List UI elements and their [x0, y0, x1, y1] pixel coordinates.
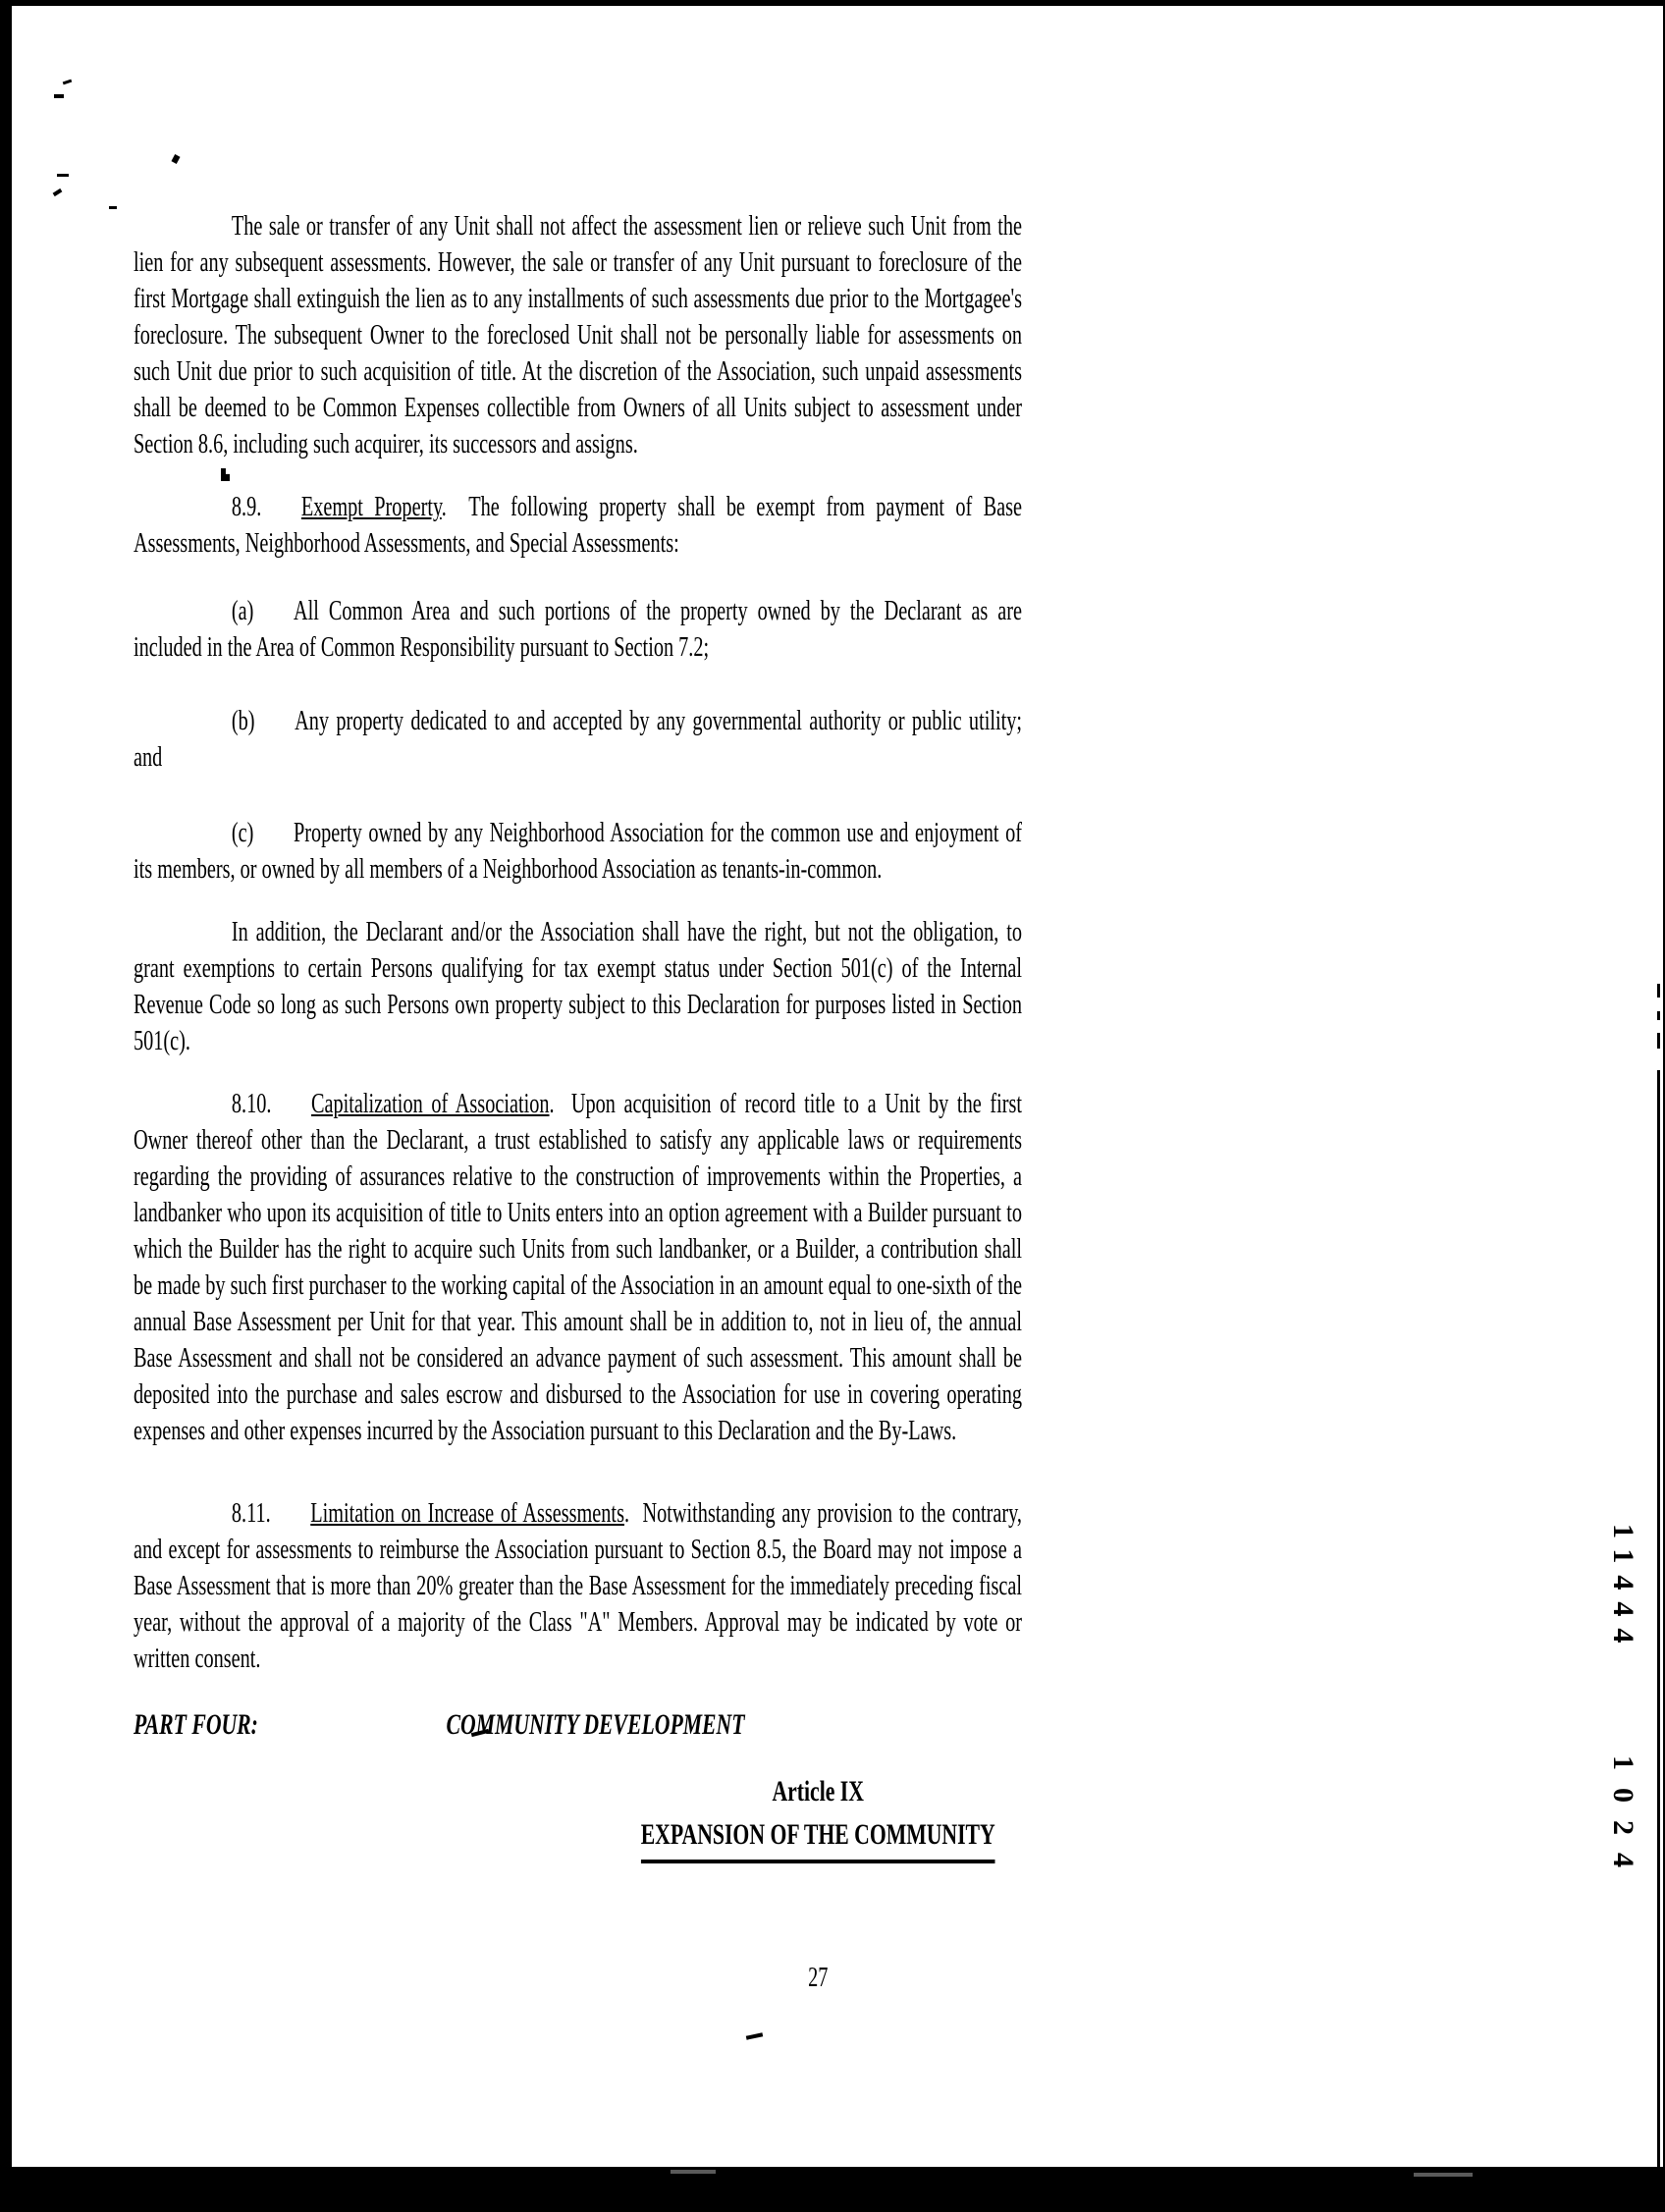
part-label: PART FOUR:: [134, 1708, 258, 1741]
section-title-period: .: [441, 492, 447, 522]
section-body: The following property shall be exempt from payment of Base Assessments, Neighborhood Assessments, and Special Assessments:: [134, 492, 1023, 559]
scan-artifact: [1414, 2173, 1473, 2177]
scan-speck: [171, 154, 180, 164]
item-text: Any property dedicated to and accepted by any governmental authority or public utility; and: [134, 706, 1022, 773]
part-title: COMMUNITY DEVELOPMENT: [446, 1708, 745, 1741]
article-number: Article IX: [772, 1775, 864, 1807]
section-title-period: .: [549, 1089, 555, 1119]
margin-stamp-number-2: 1024: [1607, 1755, 1639, 1885]
section-body: Upon acquisition of record title to a Unit by the first Owner thereof other than the Declarant, a trust established to satisfy any applicable laws or requirements regarding the providing of assurances relative to the construction of improvements within the Properties, a landbanker who upon its acquisition of title to Units enters into an option agreement with a Builder pursuant to which the Builder has the right to acquire such Units from such landbanker, or a Builder, a contribution shall be made by such first purchaser to the working capital of the Association in an amount equal to one-sixth of the annual Base Assessment per Unit for that year. This amount shall be in addition to, not in lieu of, the annual Base Assessment and shall not be considered an advance payment of such assessment. This amount shall be deposited into the purchase and sales escrow and disbursed to the Association for use in covering operating expenses and other expenses incurred by the Association pursuant to this Declaration and the By-Laws.: [134, 1089, 1022, 1446]
section-8-9: [134, 489, 1022, 562]
scan-speck: [746, 2032, 763, 2039]
margin-stamp-number-1: 11444: [1607, 1524, 1639, 1655]
article-heading: [134, 1770, 1502, 1863]
section-number: 8.11.: [231, 1498, 271, 1529]
addition-paragraph: In addition, the Declarant and/or the Association shall have the right, but not the obligation, to grant exemptions to certain Persons qualifying for tax exempt status under Section 501(c) of the Internal Revenue Code so long as such Persons own property subject to this Declaration for purposes listed in Section 501(c).: [134, 917, 1022, 1056]
item-text: Property owned by any Neighborhood Association for the common use and enjoyment of its members, or owned by all members of a Neighborhood Association as tenants-in-common.: [134, 818, 1022, 885]
scan-line-right-dash: [1657, 984, 1660, 998]
scan-line-right-dash: [1657, 1033, 1660, 1049]
scan-speck: [53, 189, 63, 196]
scan-line-right: [1657, 1070, 1660, 2167]
section-number: 8.10.: [231, 1089, 272, 1119]
item-marker: (b): [231, 706, 255, 736]
exempt-item-b: [134, 703, 1022, 776]
scan-artifact: [671, 2170, 716, 2174]
item-marker: (a): [231, 596, 254, 626]
section-number: 8.9.: [231, 492, 262, 522]
intro-paragraph: The sale or transfer of any Unit shall not affect the assessment lien or relieve such Unit from the lien for any subsequent assessments. However, the sale or transfer of any Unit pursuant to foreclosure of the first Mortgage shall extinguish the lien as to any installments of such assessments due prior to the Mortgagee's foreclosure. The subsequent Owner to the foreclosed Unit shall not be personally liable for assessments on such Unit due prior to such acquisition of title. At the discretion of the Association, such unpaid assessments shall be deemed to be Common Expenses collectible from Owners of all Units subject to assessment under Section 8.6, including such acquirer, its successors and assigns.: [134, 211, 1022, 459]
article-title: EXPANSION OF THE COMMUNITY: [641, 1813, 995, 1863]
section-8-11: [134, 1495, 1022, 1677]
part-four-heading: [134, 1706, 1022, 1743]
document-body: [134, 208, 1022, 1996]
exempt-item-c: [134, 815, 1022, 888]
section-title: Limitation on Increase of Assessments: [310, 1498, 624, 1529]
scan-border-left: [0, 0, 12, 2212]
section-title-period: .: [623, 1498, 630, 1529]
section-title: Capitalization of Association: [311, 1089, 550, 1119]
scan-border-top: [0, 0, 1665, 6]
page-number: 27: [808, 1963, 829, 1993]
section-body: Notwithstanding any provision to the contrary, and except for assessments to reimburse the Association pursuant to Section 8.5, the Board may not impose a Base Assessment that is more than 20% greater than the Base Assessment for the immediately preceding fiscal year, without the approval of a majority of the Class "A" Members. Approval may be indicated by vote or written consent.: [134, 1498, 1022, 1674]
exempt-item-a: [134, 593, 1022, 666]
scan-speck: [109, 206, 117, 209]
page-number-row: [134, 1960, 1502, 1996]
section-8-10: [134, 1086, 1022, 1449]
scan-line-right-dash: [1657, 1011, 1660, 1020]
scan-speck: [57, 174, 69, 177]
scan-speck: [54, 94, 64, 98]
item-marker: (c): [231, 818, 254, 848]
section-title: Exempt Property: [300, 492, 442, 522]
scan-speck: [63, 80, 72, 85]
item-text: All Common Area and such portions of the property owned by the Declarant as are included in the Area of Common Responsibility pursuant to Section 7.2;: [134, 596, 1022, 663]
